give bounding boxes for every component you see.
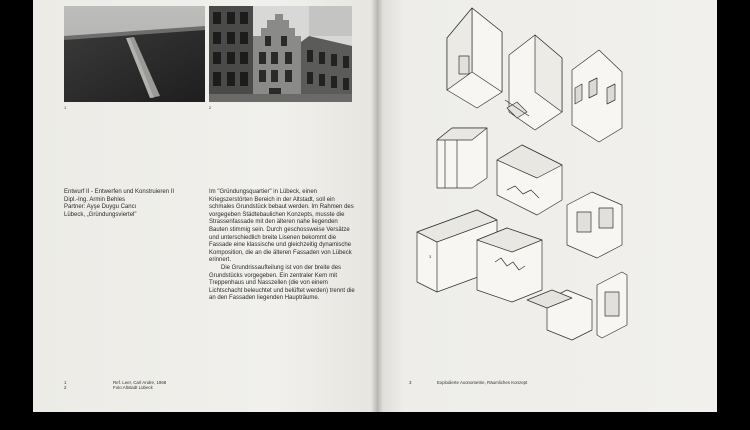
- exploded-axonometric-drawing: [377, 0, 717, 412]
- figure-number-3: 3: [429, 254, 432, 259]
- caption-2: Foto Altstadt Lübeck: [113, 385, 153, 391]
- footer-number-2: 2: [64, 385, 67, 390]
- figure-number-2: 2: [209, 105, 212, 110]
- description-paragraph-2: Die Grundrissaufteilung ist von der breite des Grundstücks vorgegeben. Ein zentraler Kern mit Treppenhaus und Nasszellen (die von einem Lichtschacht beleuchtet und belüftet werden) trennt die an den Fassaden liegenden Haupträume.: [209, 264, 355, 302]
- left-footer-captions: [113, 380, 233, 391]
- photo-sculpture: [64, 6, 205, 102]
- course-credits: [64, 189, 214, 219]
- caption-1: Ref. Leer, Carl Andre, 1968: [113, 380, 167, 385]
- right-footer-caption: Explodierte Axonometrie, Räumliches Konzept: [437, 380, 528, 385]
- location: Lübeck, „Gründungsviertel": [64, 211, 137, 218]
- book-spread: [33, 0, 717, 412]
- book-gutter: [371, 0, 383, 412]
- photo-luebeck-facades: [209, 6, 352, 102]
- project-description: [209, 189, 355, 303]
- left-page: [33, 0, 377, 412]
- right-page: [377, 0, 717, 412]
- course-title: Entwurf II - Entwerfen und Konstruieren II: [64, 189, 175, 195]
- description-paragraph-1: Im "Gründungsquartier" in Lübeck, einen Kriegszerstörten Bereich in der Altstadt, soll ein schmales Grundstück bebaut werden. Im Rahmen des vorgegeben Städtebaulichen Konzepts, musste die Strassenfassade mit den älteren nahe liegenden Bauten stimmig sein. Durch geschossweise Versätze und unterschiedlich breite Lisenen bekommt die Fassade eine klassische und gleichzeitig dynamische Komposition, die an die älteren Fassaden von Lübeck erinnert.: [209, 189, 354, 264]
- right-footer-number: 3: [409, 380, 412, 385]
- instructor: Dipl.-Ing. Armin Behles: [64, 196, 126, 203]
- partner: Partner: Ayşe Duygu Cancı: [64, 204, 137, 211]
- footer-number-1: 1: [64, 380, 67, 385]
- figure-number-1: 1: [64, 105, 67, 110]
